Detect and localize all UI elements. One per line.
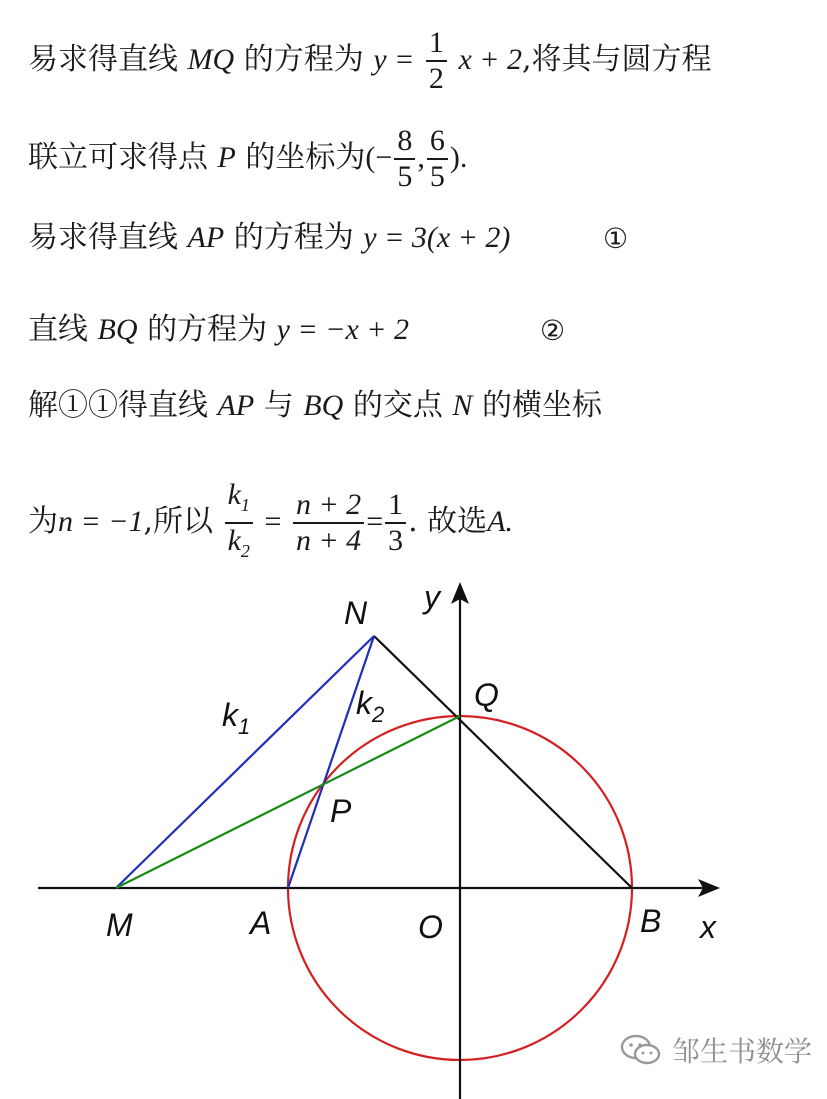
segment-MN <box>116 636 374 888</box>
segment-AN <box>288 636 374 888</box>
label-N: N <box>344 595 368 631</box>
fraction-one-half: $\frac{1}{2}$ <box>426 26 447 96</box>
fraction-n: $\frac{n + 2}{n + 4}$ <box>293 488 364 558</box>
label-P: P <box>330 793 352 829</box>
label-O: O <box>418 909 443 945</box>
label-y: y <box>424 579 440 615</box>
text-line-4: 直线 BQ 的方程为 y = −x + 2 <box>28 312 410 347</box>
label-k2: $k_2$ <box>356 685 385 727</box>
label-M: M <box>106 907 133 943</box>
text-line-1: 易求得直线 MQ 的方程为 y = $\frac{1}{2}$ x + 2,将其与圆方程 <box>28 26 712 95</box>
text-line-6: 为n = −1,所以 $\frac{k_1}{k_2}$ = $\frac{n + 2}{n + 4}$ = $\frac{1}{3}$ . 故选A. <box>28 478 513 568</box>
equation-tag-1: ① <box>603 222 629 255</box>
label-x: x <box>700 909 716 945</box>
label-B: B <box>640 903 662 939</box>
text-line-2: 联立可求得点 P 的坐标为(− $\frac{8}{5}$ , $\frac{6}{5}$ ). <box>28 124 468 193</box>
text-line-3: 易求得直线 AP 的方程为 y = 3(x + 2) <box>28 220 511 255</box>
text-line-5: 解①①得直线 AP 与 BQ 的交点 N 的横坐标 <box>28 388 602 423</box>
fraction-k1-k2: $\frac{k_1}{k_2}$ <box>225 478 253 568</box>
segment-NB <box>374 636 632 888</box>
equation-tag-2: ② <box>540 314 566 347</box>
fraction-6-5: $\frac{6}{5}$ <box>427 124 448 194</box>
wechat-icon <box>620 1033 662 1067</box>
fraction-1-3: $\frac{1}{3}$ <box>385 488 406 558</box>
segment-MQ <box>116 716 460 888</box>
watermark <box>620 1030 812 1070</box>
label-Q: Q <box>474 677 499 713</box>
geometry-diagram <box>0 560 827 1099</box>
label-A: A <box>250 905 272 941</box>
fraction-8-5: $\frac{8}{5}$ <box>394 124 415 194</box>
watermark-text: 邹生书数学 <box>672 1035 813 1068</box>
label-k1: $k_1$ <box>222 697 251 739</box>
